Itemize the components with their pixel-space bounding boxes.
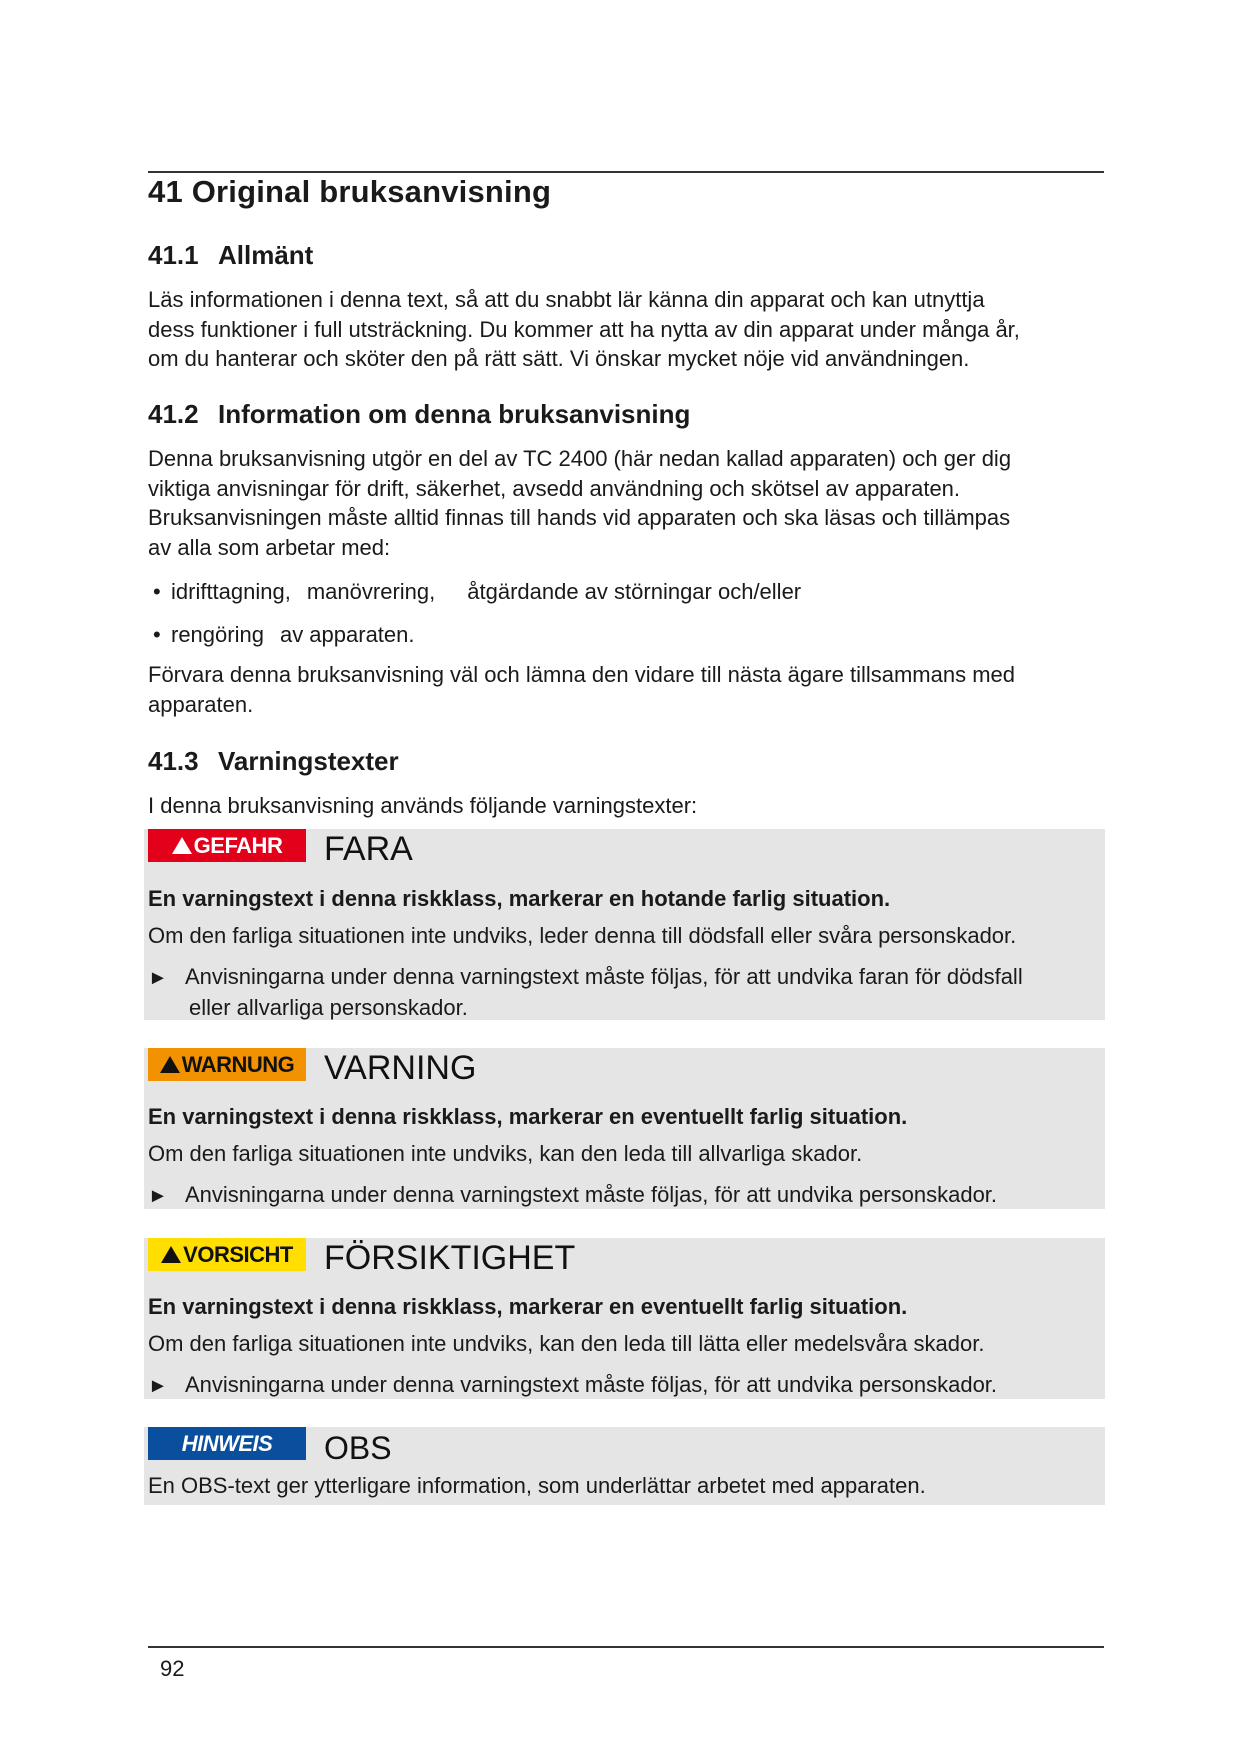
warning-triangle-icon	[161, 1246, 181, 1263]
section-number: 41.2	[148, 399, 199, 429]
text-line: Bruksanvisningen måste alltid finnas till hands vid apparaten och ska läsas och tillämpas	[148, 505, 1011, 530]
warning-box-varning	[144, 1048, 1105, 1209]
arrow-icon: ►	[148, 1375, 168, 1397]
list-item-text: åtgärdande av störningar och/eller	[467, 579, 802, 604]
section-paragraph	[148, 660, 1098, 719]
section-number: 41.1	[148, 240, 199, 270]
warning-bold-text: En varningstext i denna riskklass, markerar en eventuellt farlig situation.	[148, 1294, 908, 1319]
arrow-icon: ►	[148, 967, 168, 989]
notice-box-obs	[144, 1427, 1105, 1505]
list-item-text: av apparaten.	[279, 622, 415, 647]
warning-instruction	[148, 1180, 1098, 1211]
warning-bold-text: En varningstext i denna riskklass, markerar en eventuellt farlig situation.	[148, 1104, 908, 1129]
section-paragraph	[148, 285, 1098, 374]
list-item	[153, 620, 415, 649]
footer-rule	[148, 1646, 1104, 1648]
notice-title: OBS	[324, 1430, 392, 1466]
bullet-glyph: •	[153, 622, 161, 647]
warning-box-forsiktighet	[144, 1238, 1105, 1399]
signal-badge-hinweis: HINWEIS	[148, 1427, 306, 1460]
instruction-text-continued: eller allvarliga personskador.	[189, 995, 468, 1020]
text-line: Läs informationen i denna text, så att du snabbt lär känna din apparat och kan utnyttja	[148, 287, 985, 312]
section-number: 41.3	[148, 746, 199, 776]
list-item	[153, 577, 801, 606]
text-line: Förvara denna bruksanvisning väl och lämna den vidare till nästa ägare tillsammans med	[148, 662, 1016, 687]
page-number: 92	[160, 1656, 185, 1681]
instruction-text: Anvisningarna under denna varningstext måste följas, för att undvika personskador.	[185, 1182, 998, 1207]
warning-text: Om den farliga situationen inte undviks, kan den leda till allvarliga skador.	[148, 1141, 863, 1166]
warning-title: FÖRSIKTIGHET	[324, 1239, 576, 1277]
text-line: apparaten.	[148, 691, 254, 717]
text-line: om du hanterar och sköter den på rätt sätt. Vi önskar mycket nöje vid användningen.	[148, 346, 970, 371]
instruction-text: Anvisningarna under denna varningstext måste följas, för att undvika faran för dödsfall	[185, 964, 1023, 989]
text-line: Denna bruksanvisning utgör en del av TC 2400 (här nedan kallad apparaten) och ger dig	[148, 446, 1012, 471]
section-title: Information om denna bruksanvisning	[218, 399, 691, 429]
warning-triangle-icon	[160, 1056, 180, 1073]
list-item-text: idrifttagning,	[171, 579, 291, 604]
badge-label: GEFAHR	[193, 833, 283, 858]
section-heading-varningstexter	[148, 746, 399, 777]
signal-badge-vorsicht	[148, 1238, 306, 1271]
bullet-glyph: •	[153, 579, 161, 604]
section-title: Varningstexter	[218, 746, 399, 776]
section-title: Allmänt	[218, 240, 314, 270]
warning-triangle-icon	[172, 837, 192, 854]
warning-box-fara	[144, 829, 1105, 1020]
warning-bold-text: En varningstext i denna riskklass, markerar en hotande farlig situation.	[148, 886, 891, 911]
section-intro: I denna bruksanvisning används följande varningstexter:	[148, 793, 698, 818]
section-heading-allmant	[148, 240, 313, 271]
signal-badge-warnung	[148, 1048, 306, 1081]
warning-instruction	[148, 1370, 1098, 1401]
text-line: dess funktioner i full utsträckning. Du kommer att ha nytta av din apparat under många år,	[148, 316, 1020, 342]
badge-label: VORSICHT	[183, 1242, 293, 1267]
warning-text: Om den farliga situationen inte undviks, leder denna till dödsfall eller svåra personskador.	[148, 923, 1017, 948]
section-paragraph	[148, 444, 1098, 562]
chapter-title: 41 Original bruksanvisning	[148, 174, 552, 209]
list-item-text: rengöring	[171, 622, 264, 647]
warning-instruction	[148, 962, 1098, 1022]
warning-title: VARNING	[324, 1049, 477, 1087]
instruction-text: Anvisningarna under denna varningstext måste följas, för att undvika personskador.	[185, 1372, 998, 1397]
list-item-text: manövrering,	[306, 579, 436, 604]
text-line: viktiga anvisningar för drift, säkerhet, avsedd användning och skötsel av apparaten.	[148, 475, 961, 501]
header-rule	[148, 171, 1104, 173]
warning-text: Om den farliga situationen inte undviks, kan den leda till lätta eller medelsvåra skador.	[148, 1331, 985, 1356]
arrow-icon: ►	[148, 1185, 168, 1207]
badge-label: WARNUNG	[181, 1052, 295, 1077]
section-heading-information	[148, 399, 690, 430]
signal-badge-gefahr	[148, 829, 306, 862]
warning-title: FARA	[324, 830, 413, 868]
text-line: av alla som arbetar med:	[148, 534, 391, 560]
notice-text: En OBS-text ger ytterligare information, som underlättar arbetet med apparaten.	[148, 1473, 926, 1498]
